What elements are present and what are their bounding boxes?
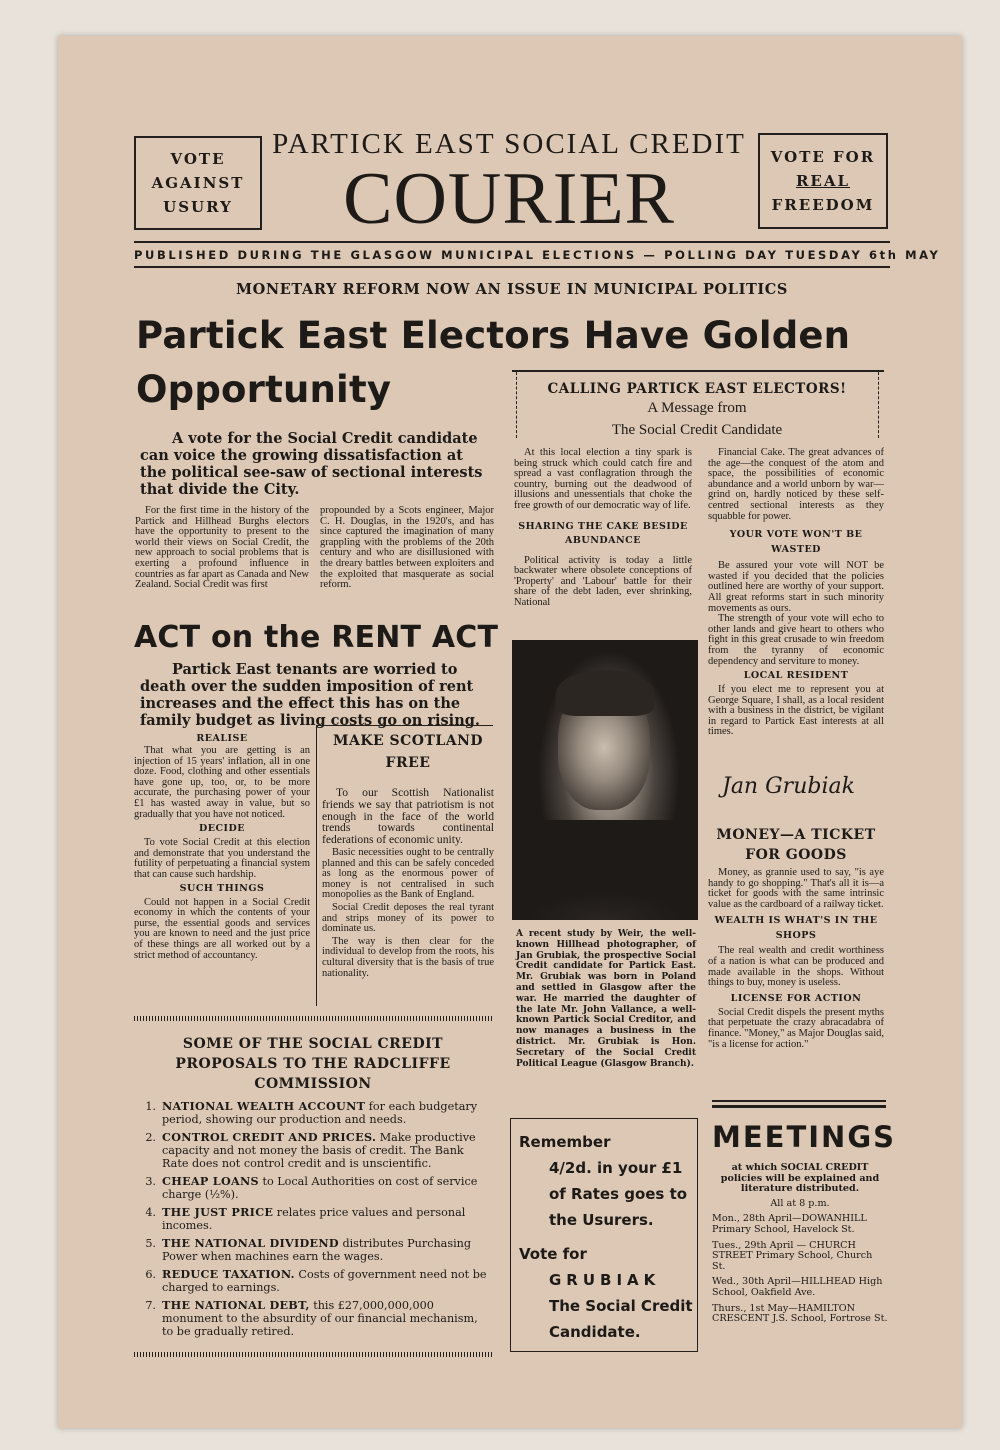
calling-left-column (514, 448, 692, 609)
masthead-rule-top (134, 241, 890, 243)
proposal-text: for each budgetary period, showing our production and needs. (162, 1100, 478, 1126)
left-box-line: AGAINST (151, 174, 245, 192)
scotland-title2: FREE (385, 755, 431, 771)
rent-sub-realise: REALISE (196, 733, 248, 744)
right-box-line: FREEDOM (771, 196, 875, 214)
proposal-text: distributes Purchasing Power when machines earn the wages. (162, 1237, 472, 1263)
proposal-number: 5. (145, 1237, 156, 1250)
lead-col2: propounded by a Scots engineer, Major C. H. Douglas, in the 1920's, and has since captured the imagination of many grappling with the problems of the 20th century and who are disillusioned with the dreary battles between exploiters and the exploited that masquerate as social reform. (320, 505, 494, 591)
left-box-line: USURY (163, 198, 233, 216)
proposal-text: Costs of government need not be charged to earnings. (162, 1268, 487, 1294)
proposal-head: CONTROL CREDIT AND PRICES. (162, 1130, 377, 1144)
vote-against-usury-box (134, 136, 262, 230)
remember-line3: of Rates goes to (549, 1185, 688, 1203)
proposal-head: REDUCE TAXATION. (162, 1267, 295, 1281)
rent-sub-such-things: SUCH THINGS (179, 882, 265, 894)
calling-sub1: A Message from (647, 400, 747, 416)
proposals-title: SOME OF THE SOCIAL CREDIT PROPOSALS TO THE RADCLIFFE COMMISSION (175, 1036, 451, 1092)
meetings-rule2 (712, 1105, 886, 1108)
rent-p2: To vote Social Credit at this election and demonstrate that you understand the futility of perpetuating a financial system that can cause such hardship. (134, 837, 310, 880)
scotland-p4: The way is then clear for the individual to develop from the roots, his cultural diversity that is the basis of true nationality. (322, 935, 494, 979)
money-sub1: WEALTH IS WHAT'S IN THE SHOPS (714, 915, 878, 942)
remember-box (510, 1118, 698, 1352)
proposal-number: 1. (145, 1100, 156, 1113)
calling-right-p1: Financial Cake. The great advances of the age—the conquest of the atom and space, the possibilities of economic abundance and a world unborn by war—grind on, hardly noticed by these self-centred sectional interests as they squabble for power. (708, 447, 884, 522)
masthead-title-main: COURIER (343, 158, 675, 240)
money-sub2: LICENSE FOR ACTION (730, 992, 862, 1004)
scotland-column (322, 732, 494, 979)
meeting-item: Tues., 29th April — CHURCH STREET Primary School, Church St. (712, 1239, 873, 1272)
proposal-number: 7. (145, 1299, 156, 1312)
money-column (708, 868, 884, 1050)
rent-headline: ACT on the RENT ACT (134, 620, 499, 655)
rent-sub-decide: DECIDE (199, 823, 245, 835)
scotland-title1: MAKE SCOTLAND (332, 733, 484, 749)
proposal-head: NATIONAL WEALTH ACCOUNT (162, 1099, 366, 1113)
remember-line2: 4/2d. in your £1 (549, 1159, 683, 1177)
photo-caption: A recent study by Weir, the well-known Hillhead photographer, of Jan Grubiak, the prospective Social Credit candidate for Partick East. Mr. Grubiak was born in Poland and settled in Glasgow after the war. He married the daughter of the late Mr. John Vallance, a well-known Partick Social Creditor, and now manages a business in the district. Mr. Grubiak is Hon. Secretary of the Social Credit Political League (Glasgow Branch). (516, 929, 696, 1069)
meetings-rule1 (712, 1100, 886, 1102)
calling-left-sub: SHARING THE CAKE BESIDE ABUNDANCE (518, 520, 688, 546)
rent-p3: Could not happen in a Social Credit economy in which the contents of your purse, the essential goods and services you are known to need and the just price of these things are all worked out by a strict method of accountancy. (134, 896, 310, 961)
proposal-head: THE NATIONAL DEBT, (162, 1298, 310, 1312)
rent-p1: That what you are getting is an injection of 15 years' inflation, all in one doze. Food, clothing and other essentials have gone up, too, or, to be more accurate, the purchasing power of your £1 has wasted away in value, but so gradually that you have not noticed. (134, 745, 310, 820)
remember-line6: GRUBIAK (549, 1271, 661, 1289)
proposal-text: this £27,000,000,000 monument to the absurdity of our financial mechanism, to be gradually retired. (162, 1299, 478, 1338)
proposal-text: to Local Authorities on cost of service charge (½%). (162, 1175, 478, 1201)
proposal-text: relates price values and personal incomes. (162, 1206, 466, 1232)
scotland-p3: Social Credit deposes the real tyrant and strips money of its power to dominate us. (322, 901, 494, 935)
proposals-list (134, 1100, 488, 1338)
proposal-item (134, 1268, 488, 1294)
calling-right-p3: The strength of your vote will echo to other lands and give heart to others who fight in this great crusade to win freedom from the tyranny of economic dependency and serviture to money. (708, 613, 884, 667)
money-p3: Social Credit dispels the present myths that perpetuate the crazy abracadabra of finance. "Money," as Major Douglas said, "is a license for action." (708, 1006, 884, 1050)
money-p2: The real wealth and credit worthiness of a nation is what can be produced and made available in the shops. Without things to buy, money is useless. (708, 945, 884, 989)
calling-right-sub2: LOCAL RESIDENT (743, 670, 849, 682)
meetings-time: All at 8 p.m. (770, 1197, 830, 1209)
remember-line8: Candidate. (549, 1323, 641, 1341)
masthead-rule-bottom (134, 266, 890, 268)
bottom-divider (134, 1352, 494, 1357)
calling-left-p1: At this local election a tiny spark is being struck which could catch fire and spread a vast conflagration through the country, burning out the deadwood of illusions and unessentials that choke the free growth of our democratic way of life. (514, 447, 692, 511)
masthead-title-top: PARTICK EAST SOCIAL CREDIT (272, 128, 746, 160)
right-box-line: VOTE FOR (770, 148, 876, 166)
main-headline-line2: Opportunity (136, 368, 392, 411)
calling-right-wave (878, 372, 889, 438)
proposal-item (134, 1237, 488, 1263)
proposal-item (134, 1206, 488, 1232)
publication-strip: PUBLISHED DURING THE GLASGOW MUNICIPAL ELECTIONS — POLLING DAY TUESDAY 6th MAY (134, 248, 941, 262)
calling-title: CALLING PARTICK EAST ELECTORS! (547, 381, 847, 397)
meeting-item: Mon., 28th April—DOWANHILL Primary School, Havelock St. (712, 1213, 867, 1235)
meetings-column (712, 1163, 888, 1325)
left-box-line: VOTE (170, 150, 226, 168)
proposal-head: THE NATIONAL DIVIDEND (162, 1236, 339, 1250)
lead-col1: For the first time in the history of the Partick and Hillhead Burghs electors have the opportunity to present to the world their views on Social Credit, the new approach to social problems that is exerting a profound influence in countries as far apart as Canada and New Zealand. Social Credit was first (135, 505, 309, 591)
money-p1: Money, as grannie used to say, "is aye handy to go shopping." That's all it is—a ticket for goods with the same intrinsic value as the cardboard of a railway ticket. (708, 867, 884, 910)
right-box-line: REAL (795, 172, 851, 190)
money-title2: FOR GOODS (745, 847, 847, 863)
meetings-intro: at which SOCIAL CREDIT policies will be explained and literature distributed. (720, 1162, 880, 1195)
proposal-item (134, 1100, 488, 1126)
calling-right-sub1: YOUR VOTE WON'T BE WASTED (729, 529, 863, 556)
calling-sub2: The Social Credit Candidate (611, 422, 783, 438)
candidate-signature: Jan Grubiak (722, 774, 855, 799)
remember-line7: The Social Credit (549, 1297, 693, 1315)
proposal-text: Make productive capacity and not money the basis of credit. The Bank Rate does not control credit and is unscientific. (162, 1131, 476, 1170)
calling-right-p4: If you elect me to represent you at George Square, I shall, as a local resident with a business in the district, be vigilant in regard to Partick East interests at all times. (708, 684, 884, 738)
photo-shoulders (512, 820, 698, 920)
remember-line1: Remember (519, 1133, 611, 1151)
proposal-number: 6. (145, 1268, 156, 1281)
vote-for-real-freedom-box (758, 133, 888, 229)
remember-line4: the Usurers. (549, 1211, 654, 1229)
candidate-photo (512, 640, 698, 920)
kicker: MONETARY REFORM NOW AN ISSUE IN MUNICIPAL POLITICS (236, 281, 788, 298)
proposal-head: CHEAP LOANS (162, 1174, 259, 1188)
rent-column (134, 733, 310, 961)
meeting-item: Wed., 30th April—HILLHEAD High School, Oakfield Ave. (712, 1276, 883, 1298)
photo-hair (556, 670, 654, 716)
main-headline-line1: Partick East Electors Have Golden (136, 314, 851, 357)
calling-right-p2: Be assured your vote will NOT be wasted if you decided that the policies outlined here are worthy of your support. All great reforms start in such minority movements as ours. (708, 560, 884, 614)
rent-deck: Partick East tenants are worried to death over the sudden imposition of rent increases and the effect this has on the family budget as living costs go on rising. (140, 661, 480, 729)
section-divider (134, 1016, 494, 1021)
proposal-head: THE JUST PRICE (162, 1205, 274, 1219)
lead-deck: A vote for the Social Credit candidate can voice the growing dissatisfaction at the political see-saw of sectional interests that divide the City. (140, 430, 483, 498)
proposal-item (134, 1131, 488, 1170)
proposal-number: 4. (145, 1206, 156, 1219)
meetings-title: MEETINGS (712, 1120, 897, 1154)
money-title1: MONEY—A TICKET (716, 827, 876, 843)
scotland-p1: To our Scottish Nationalist friends we say that patriotism is not enough in the face of the world trends towards continental federations of economic unity. (322, 786, 494, 847)
proposal-item (134, 1175, 488, 1201)
scotland-p2: Basic necessities ought to be centrally planned and this can be safely conceded as long as the enormous power of money is not centralised in such monopolies as the Bank of England. (322, 846, 494, 901)
proposal-number: 2. (145, 1131, 156, 1144)
proposal-number: 3. (145, 1175, 156, 1188)
proposal-item (134, 1299, 488, 1338)
meeting-item: Thurs., 1st May—HAMILTON CRESCENT J.S. School, Fortrose St. (712, 1302, 888, 1325)
remember-line5: Vote for (519, 1245, 587, 1263)
calling-left-p2: Political activity is today a little backwater where obsolete conceptions of 'Property' and 'Labour' battle for their share of the debt laden, ever shrinking, National (514, 554, 692, 608)
calling-right-column (708, 448, 884, 738)
